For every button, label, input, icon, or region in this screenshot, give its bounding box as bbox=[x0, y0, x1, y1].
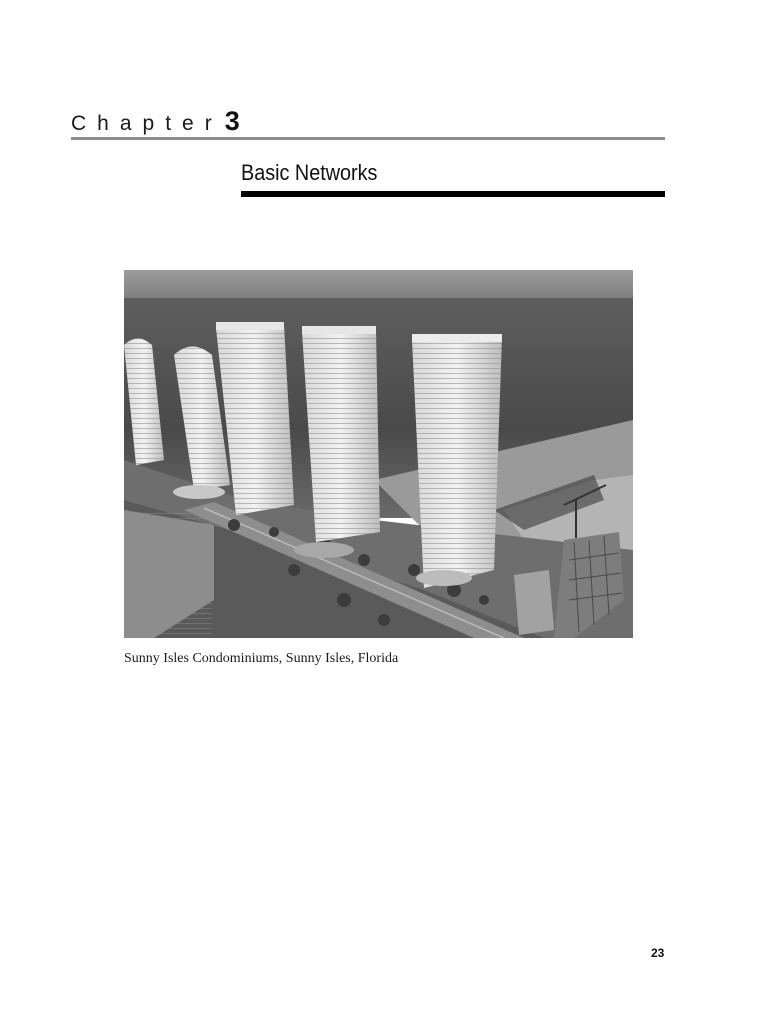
chapter-number: 3 bbox=[224, 106, 240, 136]
title-rule bbox=[241, 191, 665, 197]
chapter-heading bbox=[71, 106, 240, 137]
chapter-title: Basic Networks bbox=[241, 160, 378, 185]
condominiums-photo bbox=[124, 270, 633, 638]
chapter-rule bbox=[71, 137, 665, 140]
figure-caption: Sunny Isles Condominiums, Sunny Isles, Florida bbox=[124, 651, 399, 666]
chapter-word: Chapter bbox=[71, 112, 223, 135]
page-number: 23 bbox=[651, 946, 665, 960]
